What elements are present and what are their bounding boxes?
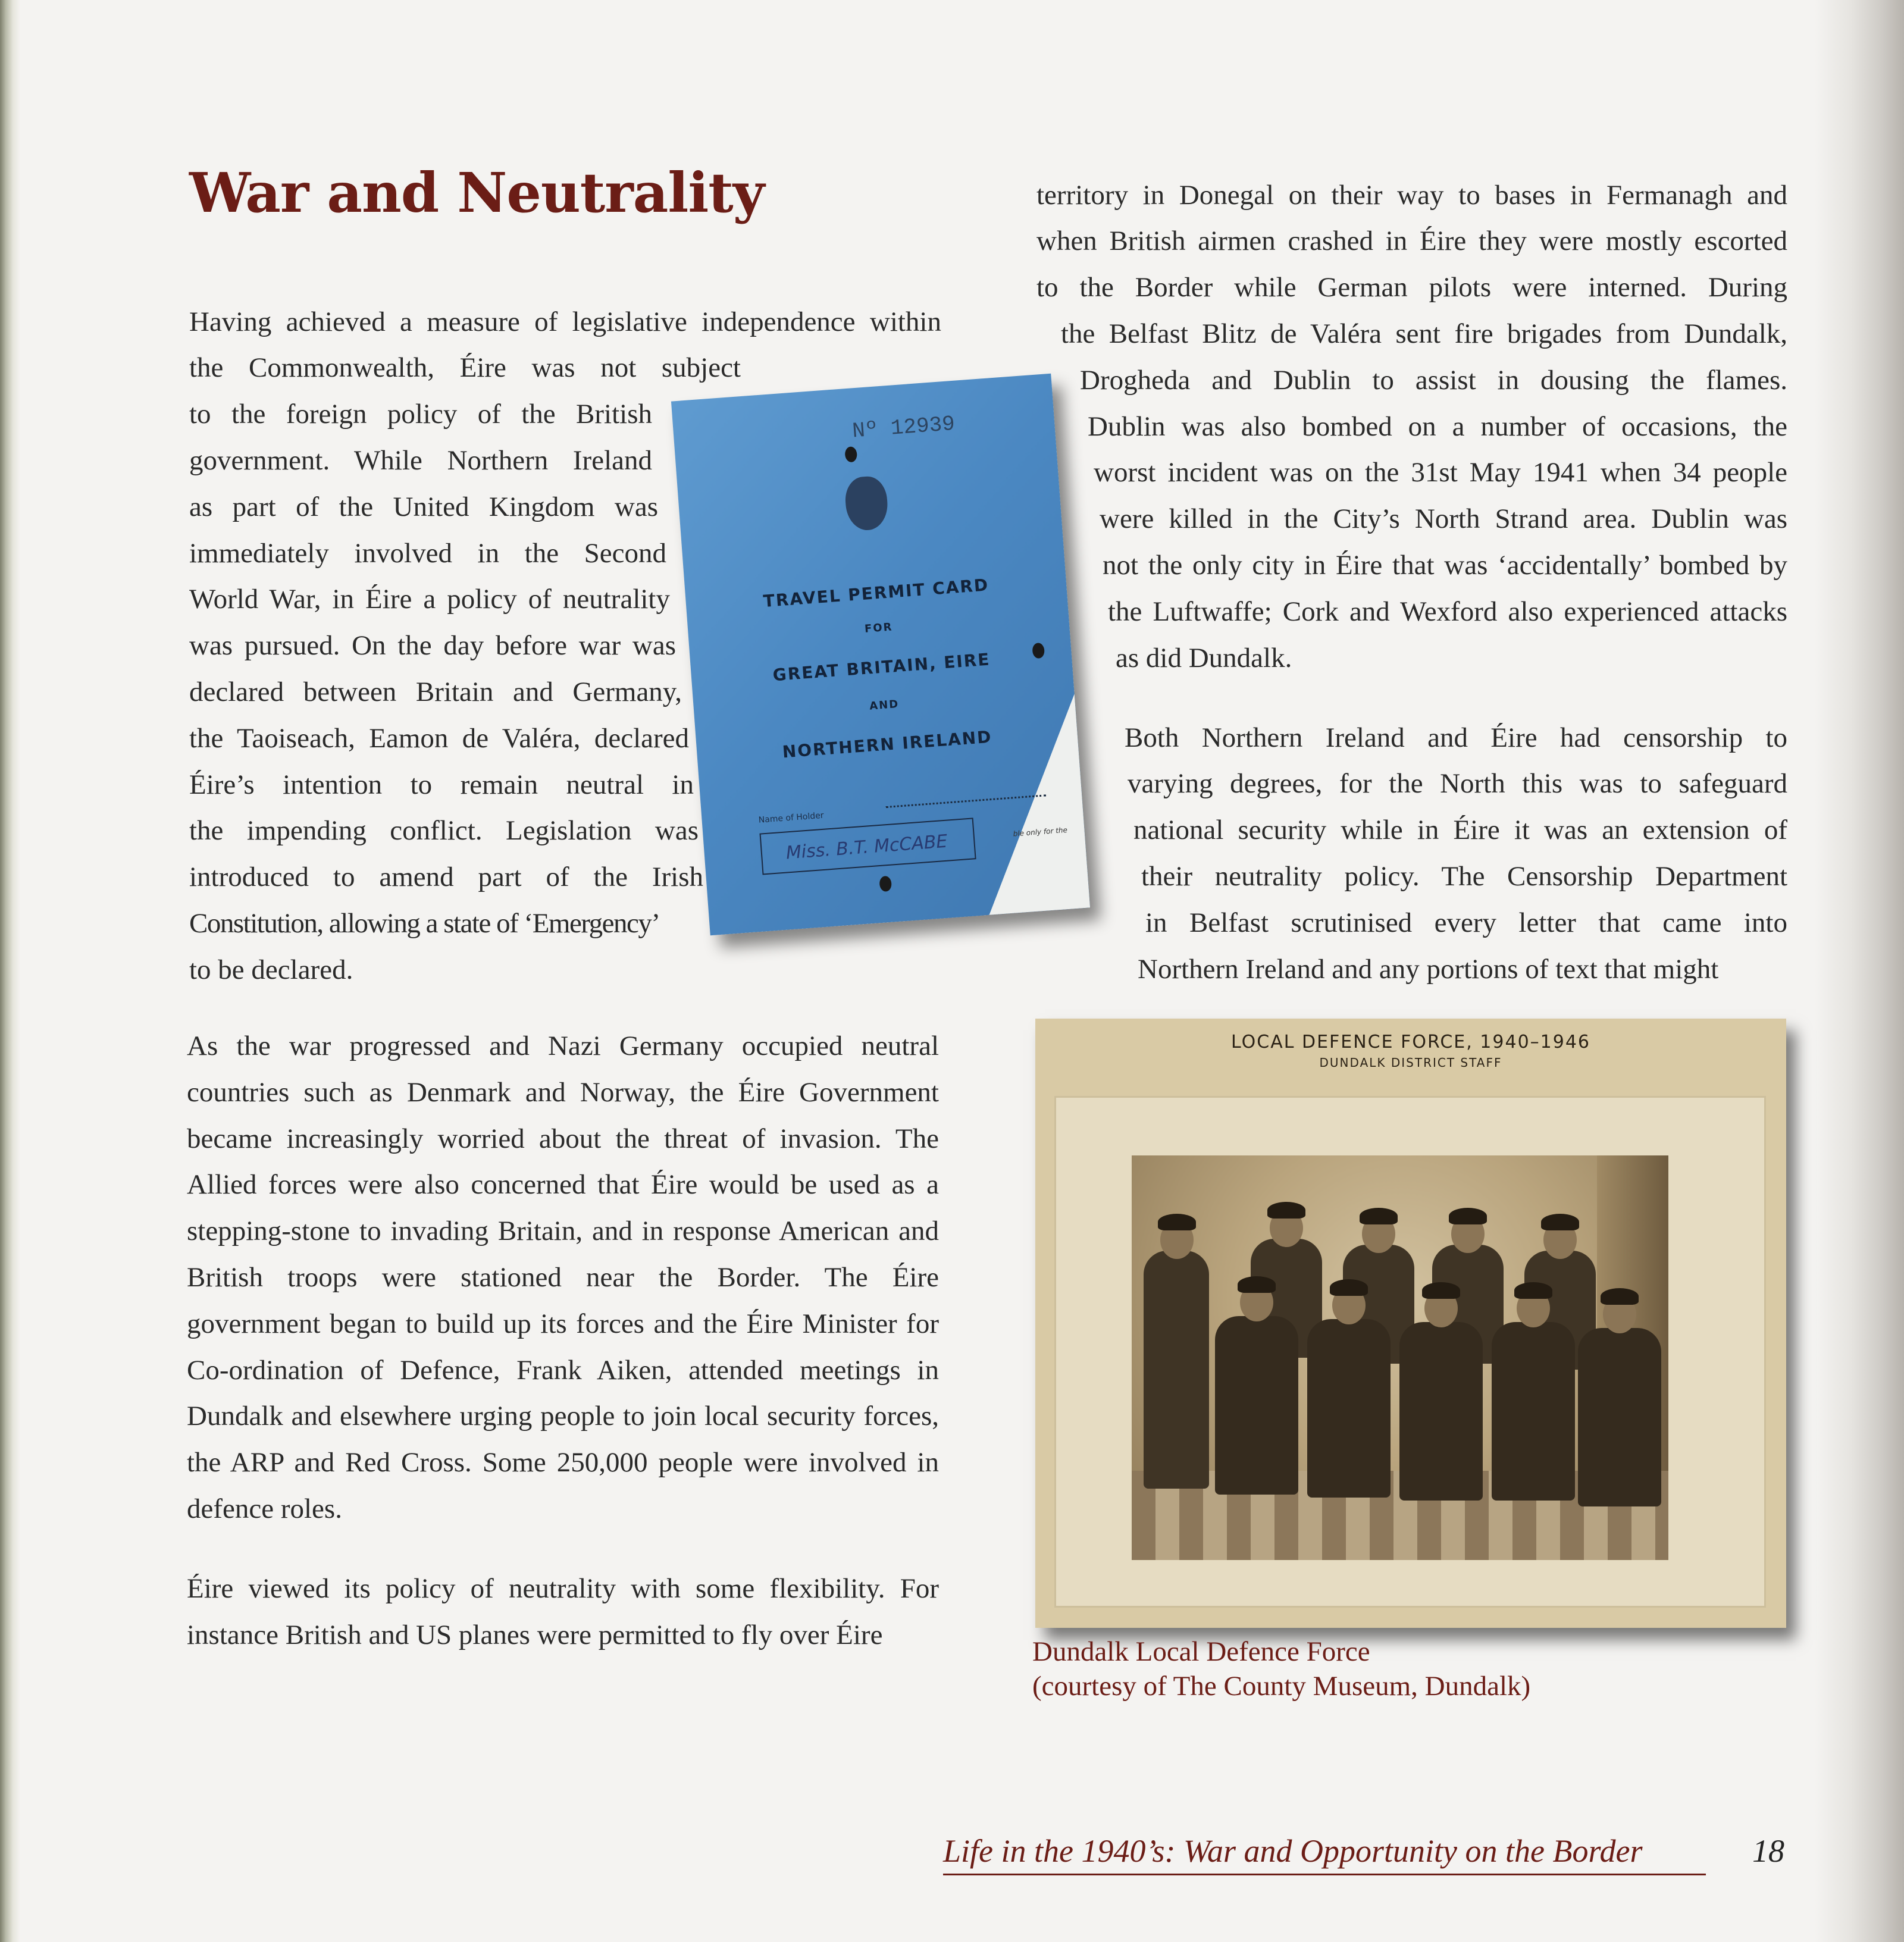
text-line: Northern Ireland and any portions of text that might bbox=[1138, 954, 1719, 985]
text-line: government. While Northern Ireland bbox=[189, 445, 652, 476]
text-line: World War, in Éire a policy of neutrality bbox=[189, 584, 670, 615]
text-line: declared between Britain and Germany, bbox=[189, 676, 682, 707]
holder-name-box: Miss. B.T. McCABE bbox=[759, 817, 976, 875]
paragraph-war-progress: As the war progressed and Nazi Germany occupied neutral countries such as Denmark and Norway, the Éire Government became increasingly worried about the threat of invasion. The Allied forces were also concerned that Éire would be used as a stepping-stone to invading Britain, and in response American and British troops were stationed near the Border. The Éire government began to build up its forces and the Éire Minister for Co-ordination of Defence, Frank Aiken, attended meetings in Dundalk and elsewhere urging people to join local security forces, the ARP and Red Cross. Some 250,000 people were involved in defence roles. bbox=[187, 1030, 939, 1524]
permit-fine-print: ble only for the bbox=[1013, 825, 1068, 838]
footer-underline bbox=[943, 1874, 1706, 1875]
permit-number: Nº 12939 bbox=[851, 411, 956, 444]
paragraph-neutrality-flexibility: Éire viewed its policy of neutrality with some flexibility. For instance British and US planes were permitted to fly over Éire bbox=[187, 1573, 939, 1650]
page-title: War and Neutrality bbox=[189, 161, 765, 225]
photo-subheading: DUNDALK DISTRICT STAFF bbox=[1319, 1055, 1502, 1070]
text-line: immediately involved in the Second bbox=[189, 538, 666, 569]
punch-hole bbox=[844, 446, 857, 462]
soldier-figure bbox=[1215, 1316, 1298, 1495]
text-line: introduced to amend part of the Irish bbox=[189, 862, 703, 892]
text-line: when British airmen crashed in Éire they were mostly escorted bbox=[1036, 225, 1787, 256]
caption-line-1: Dundalk Local Defence Force bbox=[1032, 1636, 1370, 1667]
text-line: not the only city in Éire that was ‘accidentally’ bombed by bbox=[1103, 550, 1787, 581]
soldier-beret bbox=[1422, 1282, 1460, 1299]
photo-caption bbox=[1032, 1634, 1530, 1703]
text-line: worst incident was on the 31st May 1941 when 34 people bbox=[1094, 457, 1787, 488]
permit-heading-line: GREAT BRITAIN, EIRE bbox=[772, 649, 991, 685]
text-line: as part of the United Kingdom was bbox=[189, 491, 658, 522]
permit-heading-line: NORTHERN IRELAND bbox=[781, 726, 993, 762]
text-line: Both Northern Ireland and Éire had censorship to bbox=[1125, 722, 1787, 753]
text-line: territory in Donegal on their way to bases in Fermanagh and bbox=[1036, 180, 1787, 211]
text-line: Éire’s intention to remain neutral in bbox=[189, 769, 694, 800]
soldier-beret bbox=[1267, 1202, 1305, 1219]
soldier-figure bbox=[1399, 1322, 1483, 1501]
defence-force-photo bbox=[1035, 1019, 1786, 1628]
left-column-lower bbox=[187, 1023, 939, 1692]
text-line: the Luftwaffe; Cork and Wexford also experienced attacks bbox=[1108, 596, 1787, 627]
royal-crest-icon bbox=[844, 475, 889, 532]
soldier-figure bbox=[1578, 1328, 1661, 1506]
caption-line-2: (courtesy of The County Museum, Dundalk) bbox=[1032, 1671, 1531, 1702]
soldier-beret bbox=[1514, 1282, 1552, 1299]
soldier-beret bbox=[1541, 1214, 1579, 1230]
text-line: their neutrality policy. The Censorship Department bbox=[1141, 861, 1787, 892]
text-line: in Belfast scrutinised every letter that came into bbox=[1145, 907, 1787, 938]
text-line: was pursued. On the day before war was bbox=[189, 630, 676, 661]
text-line: to the foreign policy of the British bbox=[189, 399, 652, 430]
permit-heading-line: FOR bbox=[864, 621, 894, 635]
text-line: Drogheda and Dublin to assist in dousing the flames. bbox=[1080, 365, 1787, 396]
soldier-figure bbox=[1492, 1322, 1575, 1501]
text-line: were killed in the City’s North Strand area. Dublin was bbox=[1100, 503, 1787, 534]
permit-heading-line: TRAVEL PERMIT CARD bbox=[762, 575, 990, 612]
soldier-figure bbox=[1144, 1251, 1209, 1489]
group-portrait-image bbox=[1132, 1155, 1668, 1560]
text-line: Constitution, allowing a state of ‘Emergency’ bbox=[189, 908, 660, 939]
photo-heading: LOCAL DEFENCE FORCE, 1940–1946 bbox=[1230, 1032, 1590, 1053]
soldier-beret bbox=[1601, 1288, 1639, 1305]
punch-hole bbox=[879, 876, 892, 892]
text-line: to the Border while German pilots were interned. During bbox=[1036, 272, 1787, 303]
soldier-beret bbox=[1449, 1208, 1487, 1224]
permit-heading-line: AND bbox=[869, 697, 900, 713]
text-line: Having achieved a measure of legislative independence within bbox=[189, 306, 941, 337]
text-line: the Belfast Blitz de Valéra sent fire brigades from Dundalk, bbox=[1061, 318, 1787, 349]
soldier-beret bbox=[1360, 1208, 1398, 1224]
text-line: varying degrees, for the North this was to safeguard bbox=[1128, 768, 1787, 799]
text-line: the impending conflict. Legislation was bbox=[189, 815, 699, 846]
soldier-beret bbox=[1330, 1279, 1368, 1296]
scan-left-edge bbox=[0, 0, 20, 1942]
soldier-beret bbox=[1158, 1214, 1196, 1230]
text-line: Dublin was also bombed on a number of occasions, the bbox=[1088, 411, 1787, 442]
text-line: as did Dundalk. bbox=[1116, 643, 1292, 674]
text-line: the Commonwealth, Éire was not subject bbox=[189, 352, 741, 383]
soldier-figure bbox=[1307, 1319, 1391, 1498]
soldier-beret bbox=[1238, 1276, 1276, 1293]
text-line: to be declared. bbox=[189, 954, 353, 985]
scan-right-edge bbox=[1815, 0, 1904, 1942]
permit-card-face bbox=[671, 374, 1090, 935]
travel-permit-card bbox=[671, 374, 1090, 935]
text-line: national security while in Éire it was an extension of bbox=[1133, 815, 1787, 845]
page-number: 18 bbox=[1752, 1833, 1784, 1869]
text-line: the Taoiseach, Eamon de Valéra, declared bbox=[189, 723, 689, 754]
running-footer-title: Life in the 1940’s: War and Opportunity on the Border bbox=[943, 1833, 1643, 1869]
holder-label: Name of Holder bbox=[758, 810, 825, 825]
